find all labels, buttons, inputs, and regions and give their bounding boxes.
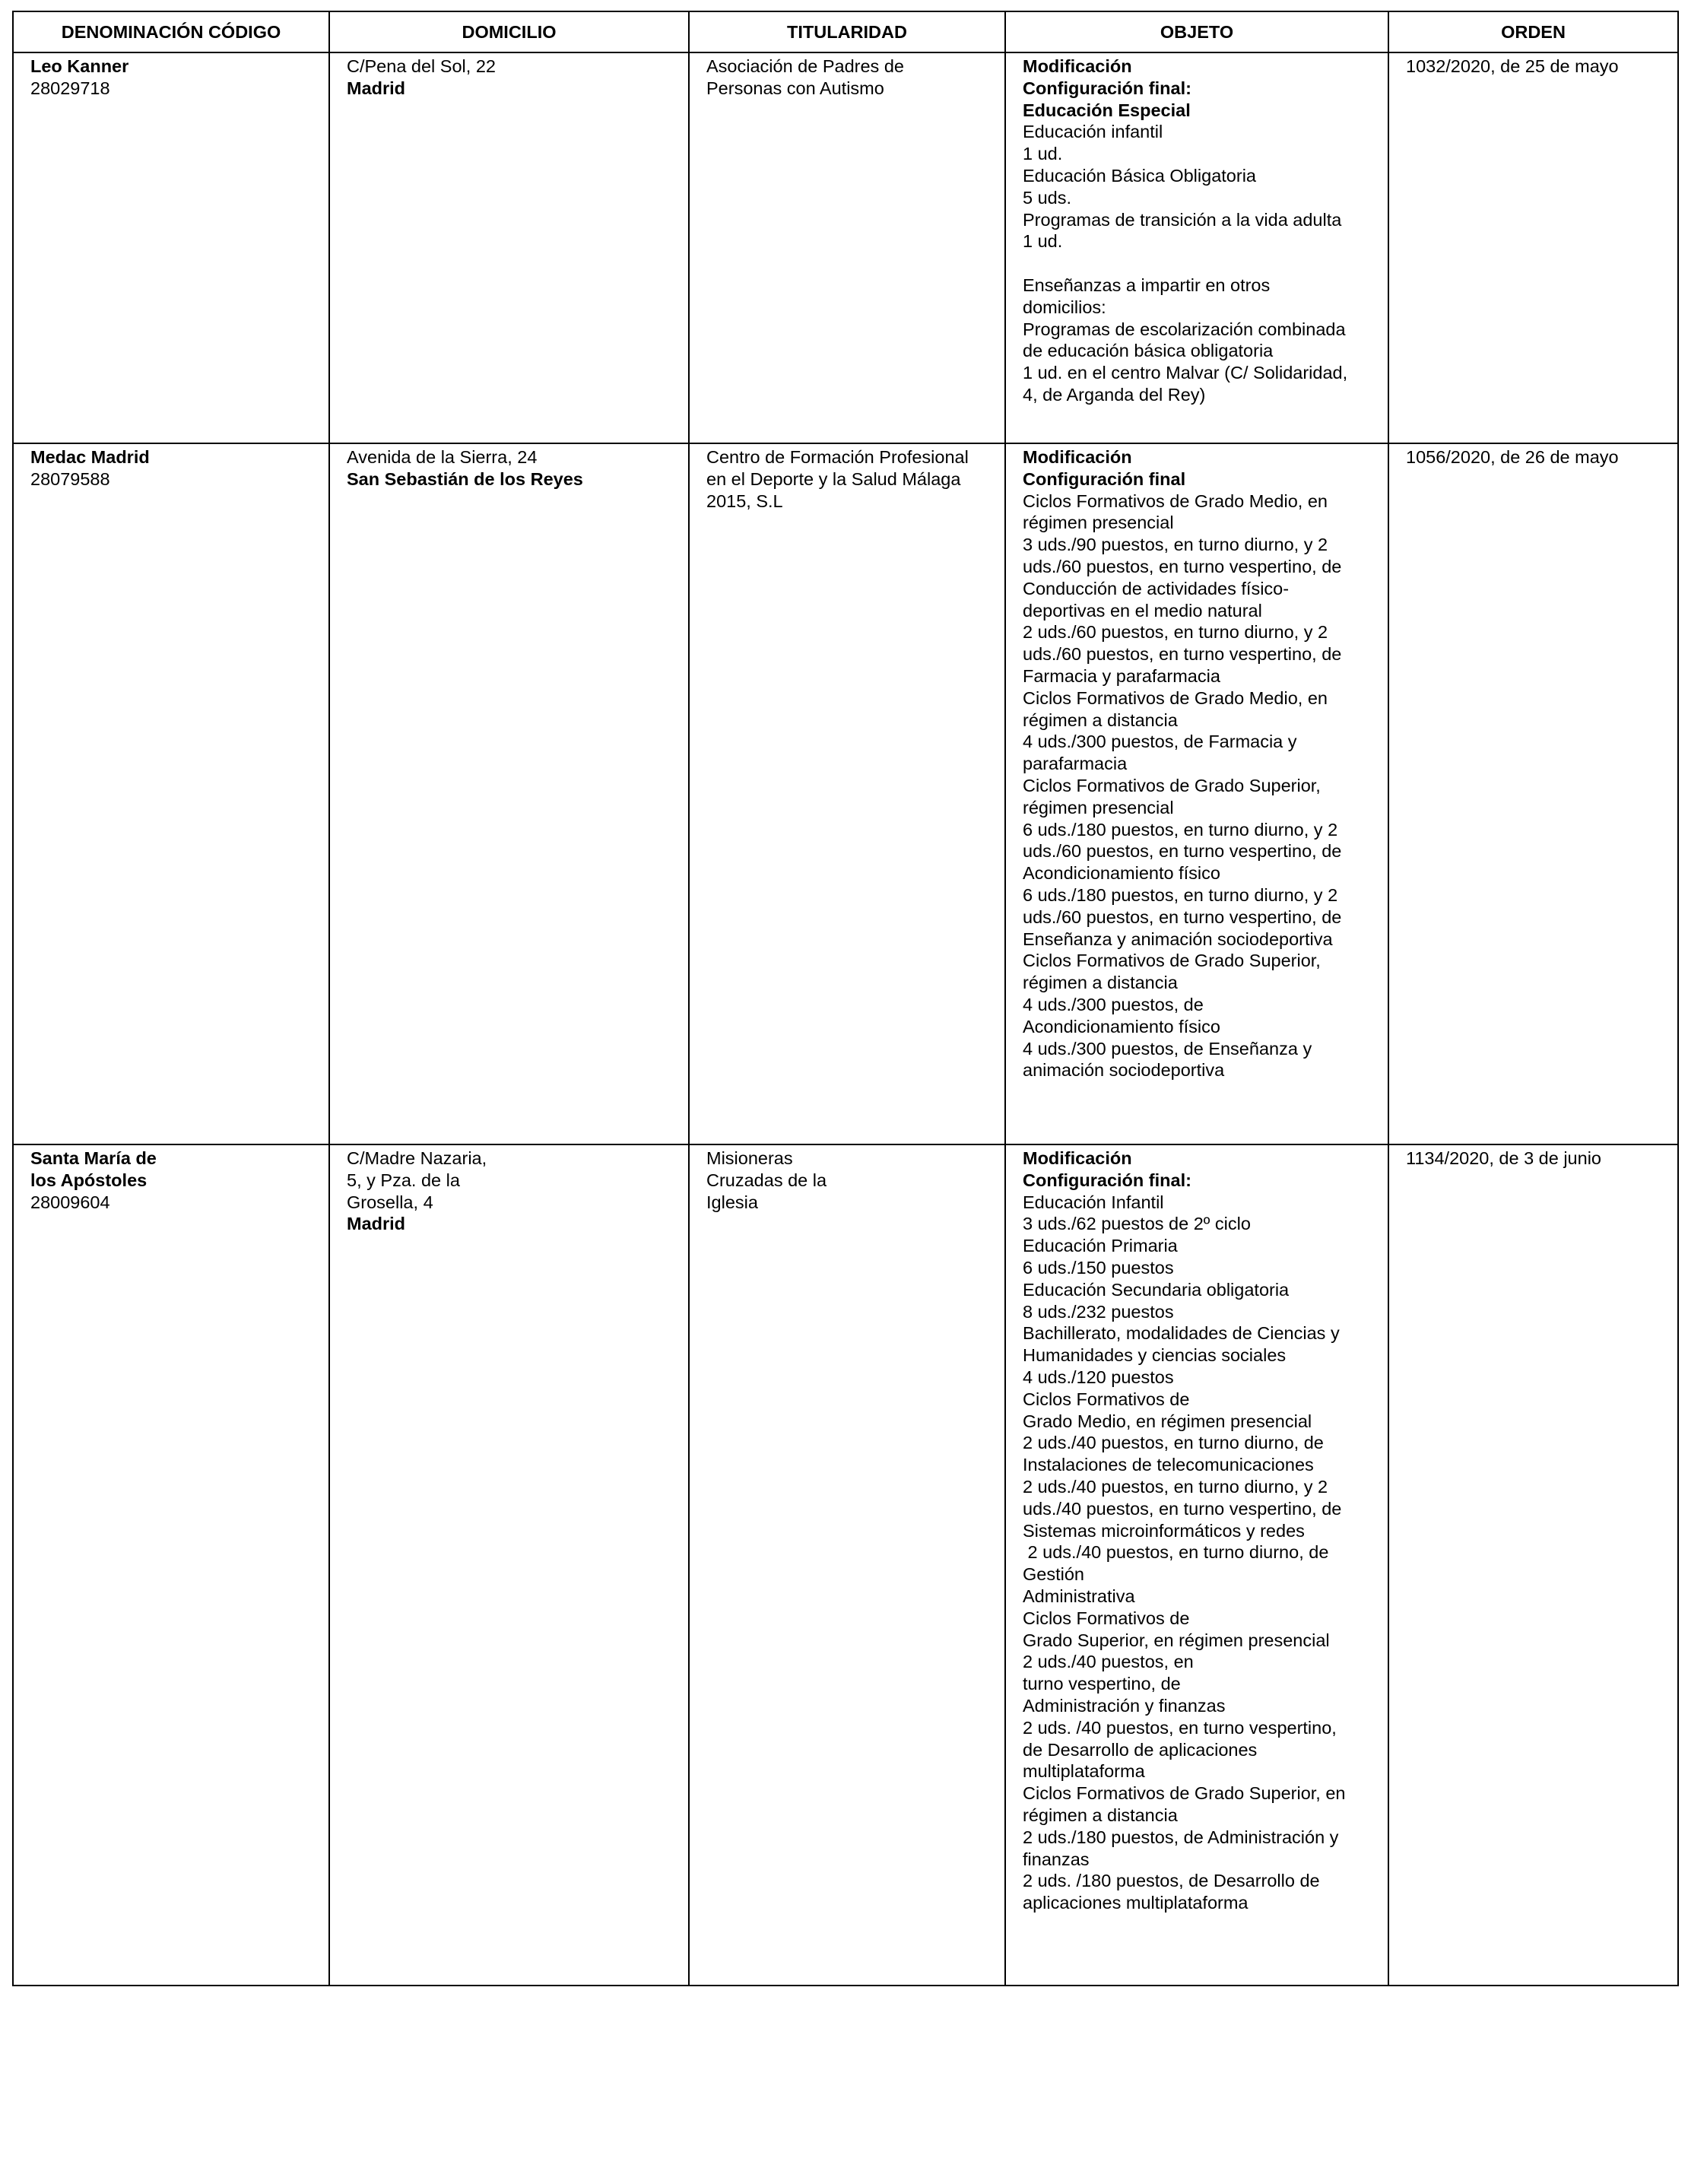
cell-orden (1388, 52, 1678, 443)
cell-line: Ciclos Formativos de Grado Medio, en (1023, 490, 1328, 511)
cell-line: Santa María de (30, 1148, 157, 1168)
cell-line: Grado Superior, en régimen presencial (1023, 1630, 1330, 1650)
cell-line: Educación infantil (1023, 122, 1163, 142)
cell-line: Configuración final (1023, 468, 1186, 489)
cell-line: deportivas en el medio natural (1023, 600, 1262, 621)
cell-line: Enseñanzas a impartir en otros (1023, 275, 1271, 295)
cell-line: parafarmacia (1023, 754, 1128, 774)
cell-line: Educación Primaria (1023, 1236, 1178, 1256)
cell-domicilio (329, 1144, 689, 1986)
cell-line: Ciclos Formativos de Grado Superior, (1023, 951, 1321, 971)
cell-line: 5 uds. (1023, 187, 1072, 208)
cell-line: 1 ud. (1023, 231, 1063, 252)
cell-line: 4 uds./300 puestos, de Farmacia y (1023, 732, 1297, 752)
cell-line: C/Pena del Sol, 22 (347, 56, 496, 76)
cell-line: Programas de escolarización combinada (1023, 319, 1346, 339)
cell-line: Educación Secundaria obligatoria (1023, 1279, 1290, 1300)
table-row (13, 1144, 1678, 1986)
cell-line: régimen a distancia (1023, 709, 1178, 730)
cell-line: C/Madre Nazaria, (347, 1148, 487, 1168)
cell-line: Centro de Formación Profesional (706, 447, 969, 467)
cell-line: Grosella, 4 (347, 1192, 433, 1212)
cell-line: San Sebastián de los Reyes (347, 468, 583, 489)
cell-line: 5, y Pza. de la (347, 1170, 460, 1190)
header-denominacion-codigo: DENOMINACIÓN CÓDIGO (13, 11, 329, 52)
cell-line: régimen a distancia (1023, 973, 1178, 993)
cell-line: régimen presencial (1023, 797, 1174, 817)
cell-line: Ciclos Formativos de Grado Medio, en (1023, 687, 1328, 708)
cell-titularidad (689, 1144, 1005, 1986)
cell-line: Leo Kanner (30, 56, 129, 76)
cell-line: régimen a distancia (1023, 1805, 1178, 1825)
cell-line: Conducción de actividades físico- (1023, 578, 1290, 598)
cell-line: 6 uds./150 puestos (1023, 1257, 1174, 1278)
cell-line: Medac Madrid (30, 447, 150, 467)
cell-line: uds./60 puestos, en turno vespertino, de (1023, 841, 1342, 862)
cell-line: Acondicionamiento físico (1023, 1016, 1220, 1036)
cell-line: 28079588 (30, 468, 110, 489)
cell-domicilio (329, 443, 689, 1144)
cell-line: Humanidades y ciencias sociales (1023, 1345, 1287, 1366)
cell-line: Sistemas microinformáticos y redes (1023, 1520, 1305, 1541)
cell-line: 8 uds./232 puestos (1023, 1301, 1174, 1322)
cell-line: 4, de Arganda del Rey) (1023, 384, 1206, 405)
cell-line: Iglesia (706, 1192, 758, 1212)
cell-line: Ciclos Formativos de Grado Superior, en (1023, 1783, 1346, 1804)
cell-orden (1388, 1144, 1678, 1986)
table-row (13, 443, 1678, 1144)
cell-denominacion (13, 1144, 329, 1986)
cell-line: Misioneras (706, 1148, 793, 1168)
cell-line: 2015, S.L (706, 490, 783, 511)
cell-line: 2 uds./40 puestos, en (1023, 1652, 1194, 1672)
cell-line: multiplataforma (1023, 1761, 1145, 1782)
cell-line: Programas de transición a la vida adulta (1023, 209, 1342, 230)
cell-line: Madrid (347, 1214, 406, 1234)
table-body (13, 52, 1678, 1986)
cell-line: finanzas (1023, 1849, 1090, 1869)
cell-objeto (1005, 52, 1388, 443)
cell-line: Ciclos Formativos de (1023, 1608, 1190, 1628)
cell-line: uds./40 puestos, en turno vespertino, de (1023, 1498, 1342, 1519)
cell-objeto (1005, 1144, 1388, 1986)
centers-table (12, 11, 1679, 1986)
cell-denominacion (13, 52, 329, 443)
cell-line: Personas con Autismo (706, 78, 884, 98)
cell-line: Educación Infantil (1023, 1192, 1164, 1212)
cell-line: Modificación (1023, 447, 1132, 467)
cell-line: Cruzadas de la (706, 1170, 827, 1190)
cell-line: 2 uds./180 puestos, de Administración y (1023, 1827, 1339, 1847)
cell-line (1023, 252, 1371, 275)
cell-line: 1134/2020, de 3 de junio (1406, 1148, 1601, 1168)
cell-line: Administrativa (1023, 1586, 1135, 1606)
cell-denominacion (13, 443, 329, 1144)
header-titularidad: TITULARIDAD (689, 11, 1005, 52)
cell-line: 6 uds./180 puestos, en turno diurno, y 2 (1023, 884, 1338, 905)
cell-line: de educación básica obligatoria (1023, 341, 1274, 361)
cell-titularidad (689, 52, 1005, 443)
cell-line: Bachillerato, modalidades de Ciencias y (1023, 1323, 1340, 1344)
cell-line: 28009604 (30, 1192, 110, 1212)
cell-line: 1 ud. en el centro Malvar (C/ Solidaridad, (1023, 363, 1348, 383)
table-header (13, 11, 1678, 52)
cell-line: 3 uds./62 puestos de 2º ciclo (1023, 1214, 1251, 1234)
cell-line: 3 uds./90 puestos, en turno diurno, y 2 (1023, 535, 1328, 555)
cell-line: los Apóstoles (30, 1170, 148, 1190)
cell-titularidad (689, 443, 1005, 1144)
cell-line: 2 uds./40 puestos, en turno diurno, de (1023, 1433, 1324, 1453)
cell-line: turno vespertino, de (1023, 1674, 1181, 1694)
cell-line: 6 uds./180 puestos, en turno diurno, y 2 (1023, 819, 1338, 840)
cell-line: Acondicionamiento físico (1023, 863, 1220, 884)
cell-line: Asociación de Padres de (706, 56, 904, 76)
cell-line: 1032/2020, de 25 de mayo (1406, 56, 1619, 76)
cell-line: Madrid (347, 78, 406, 98)
cell-line: 4 uds./300 puestos, de Enseñanza y (1023, 1038, 1312, 1059)
cell-line: 2 uds. /180 puestos, de Desarrollo de (1023, 1871, 1320, 1891)
header-orden: ORDEN (1388, 11, 1678, 52)
header-row (13, 11, 1678, 52)
cell-line: 28029718 (30, 78, 110, 98)
cell-line: uds./60 puestos, en turno vespertino, de (1023, 644, 1342, 665)
table-row (13, 52, 1678, 443)
header-objeto: OBJETO (1005, 11, 1388, 52)
cell-line: Educación Especial (1023, 100, 1191, 120)
cell-line: Enseñanza y animación sociodeportiva (1023, 929, 1333, 949)
cell-line: Configuración final: (1023, 1170, 1191, 1190)
cell-orden (1388, 443, 1678, 1144)
cell-line: Gestión (1023, 1564, 1084, 1585)
cell-line: aplicaciones multiplataforma (1023, 1893, 1249, 1913)
cell-line: 2 uds./60 puestos, en turno diurno, y 2 (1023, 622, 1328, 643)
cell-line: Grado Medio, en régimen presencial (1023, 1411, 1312, 1431)
cell-line: uds./60 puestos, en turno vespertino, de (1023, 556, 1342, 576)
cell-line: Modificación (1023, 1148, 1132, 1168)
cell-line: Administración y finanzas (1023, 1695, 1226, 1716)
cell-line: Avenida de la Sierra, 24 (347, 447, 538, 467)
cell-line: Ciclos Formativos de Grado Superior, (1023, 775, 1321, 795)
cell-line: 2 uds. /40 puestos, en turno vespertino, (1023, 1717, 1337, 1738)
cell-line: de Desarrollo de aplicaciones (1023, 1739, 1258, 1760)
cell-domicilio (329, 52, 689, 443)
cell-line: uds./60 puestos, en turno vespertino, de (1023, 906, 1342, 927)
cell-line: Modificación (1023, 56, 1132, 76)
cell-line: domicilios: (1023, 297, 1106, 317)
cell-objeto (1005, 443, 1388, 1144)
cell-line: Ciclos Formativos de (1023, 1389, 1190, 1409)
cell-line: Instalaciones de telecomunicaciones (1023, 1455, 1314, 1475)
cell-line: Educación Básica Obligatoria (1023, 165, 1256, 186)
cell-line: 1 ud. (1023, 144, 1063, 164)
cell-line: 1056/2020, de 26 de mayo (1406, 447, 1619, 467)
cell-line: en el Deporte y la Salud Málaga (706, 468, 961, 489)
cell-line: Configuración final: (1023, 78, 1191, 98)
cell-line: 2 uds./40 puestos, en turno diurno, de (1023, 1542, 1329, 1563)
cell-line: 2 uds./40 puestos, en turno diurno, y 2 (1023, 1476, 1328, 1497)
cell-line: 4 uds./300 puestos, de (1023, 994, 1204, 1014)
header-domicilio: DOMICILIO (329, 11, 689, 52)
cell-line: régimen presencial (1023, 513, 1174, 533)
cell-line: animación sociodeportiva (1023, 1060, 1225, 1081)
cell-line: Farmacia y parafarmacia (1023, 665, 1220, 686)
cell-line: 4 uds./120 puestos (1023, 1367, 1174, 1387)
